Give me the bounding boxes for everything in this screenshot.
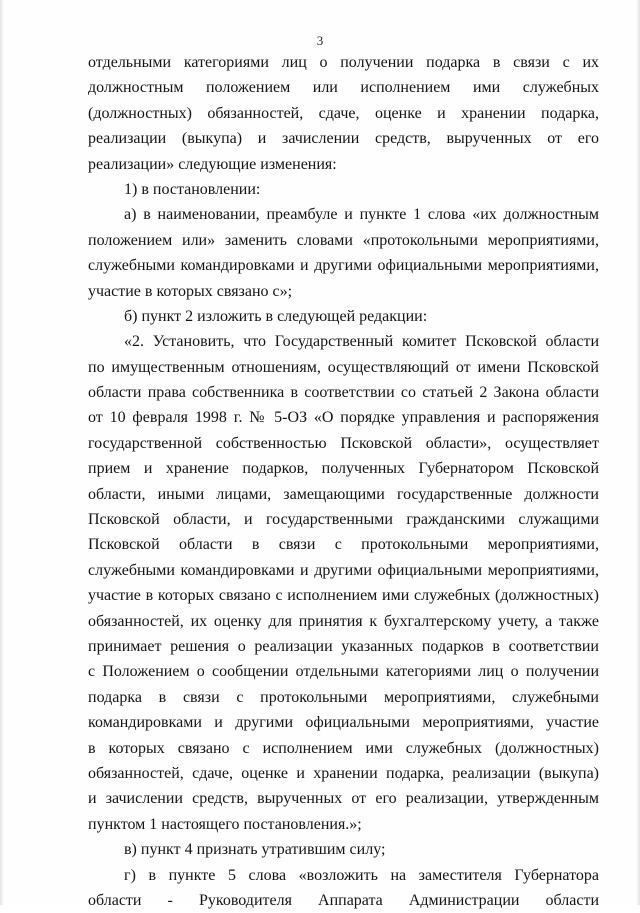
text-line: обязанностей, их оценку для принятия к бухгалтерскому учету, а также xyxy=(88,612,599,630)
text-line: «2. Установить, что Государственный комитет Псковской области xyxy=(124,333,599,351)
text-line: области права собственника в соответствии со статьей 2 Закона области xyxy=(88,384,599,402)
page-number: 3 xyxy=(316,33,324,48)
text-line: принимает решения о реализации указанных подарков в соответствии xyxy=(88,637,599,655)
text-line: обязанностей, сдаче, оценке и хранении подарка, реализации (выкупа) xyxy=(88,764,599,782)
right-page-edge xyxy=(636,0,640,905)
text-line: от 10 февраля 1998 г. № 5-ОЗ «О порядке управления и распоряжения xyxy=(88,409,599,427)
text-line: служебными командировками и другими официальными мероприятиями, xyxy=(88,561,599,579)
text-line: области, иными лицами, замещающими государственные должности xyxy=(88,485,599,503)
text-line: а) в наименовании, преамбуле и пункте 1 слова «их должностным xyxy=(124,206,599,224)
text-line: и зачислении средств, вырученных от его реализации, утвержденным xyxy=(88,790,599,808)
text-line: с Положением о сообщении отдельными категориями лиц о получении xyxy=(88,663,599,681)
text-line: пунктом 1 настоящего постановления.»; xyxy=(88,815,362,833)
text-line: государственной собственностью Псковской области», осуществляет xyxy=(88,434,599,452)
left-page-edge xyxy=(0,0,4,905)
text-line: служебными командировками и другими официальными мероприятиями, xyxy=(88,257,599,275)
text-line: 1) в постановлении: xyxy=(124,180,261,198)
text-line: участие в которых связано с»; xyxy=(88,282,293,300)
text-line: положением или» заменить словами «протокольными мероприятиями, xyxy=(88,231,599,249)
text-line: отдельными категориями лиц о получении подарка в связи с их xyxy=(88,54,599,71)
text-line: г) в пункте 5 слова «возложить на заместителя Губернатора xyxy=(124,866,599,884)
text-line: по имущественным отношениям, осуществляющий от имени Псковской xyxy=(88,358,599,376)
text-line: б) пункт 2 изложить в следующей редакции: xyxy=(124,307,428,325)
text-line: Псковской области, и государственными гражданскими служащими xyxy=(88,511,599,529)
document-body xyxy=(88,50,599,913)
text-line: прием и хранение подарков, полученных Губернатором Псковской xyxy=(88,460,599,478)
text-line: в которых связано с исполнением ими служебных (должностных) xyxy=(88,739,599,757)
text-line: в) пункт 4 признать утратившим силу; xyxy=(124,841,386,859)
text-line: подарка в связи с протокольными мероприятиями, служебными xyxy=(88,688,599,706)
text-line: области - Руководителя Аппарата Администрации области xyxy=(88,891,599,909)
text-line: участие в которых связано с исполнением ими служебных (должностных) xyxy=(88,587,599,605)
text-line: (должностных) обязанностей, сдаче, оценке и хранении подарка, xyxy=(88,104,599,122)
text-line: реализации (выкупа) и зачислении средств, вырученных от его xyxy=(88,130,599,148)
text-line: реализации» следующие изменения: xyxy=(88,155,337,173)
text-line: командировками и другими официальными мероприятиями, участие xyxy=(88,714,599,732)
text-line: должностным положением или исполнением ими служебных xyxy=(88,79,599,97)
text-line: Псковской области в связи с протокольными мероприятиями, xyxy=(88,536,599,554)
